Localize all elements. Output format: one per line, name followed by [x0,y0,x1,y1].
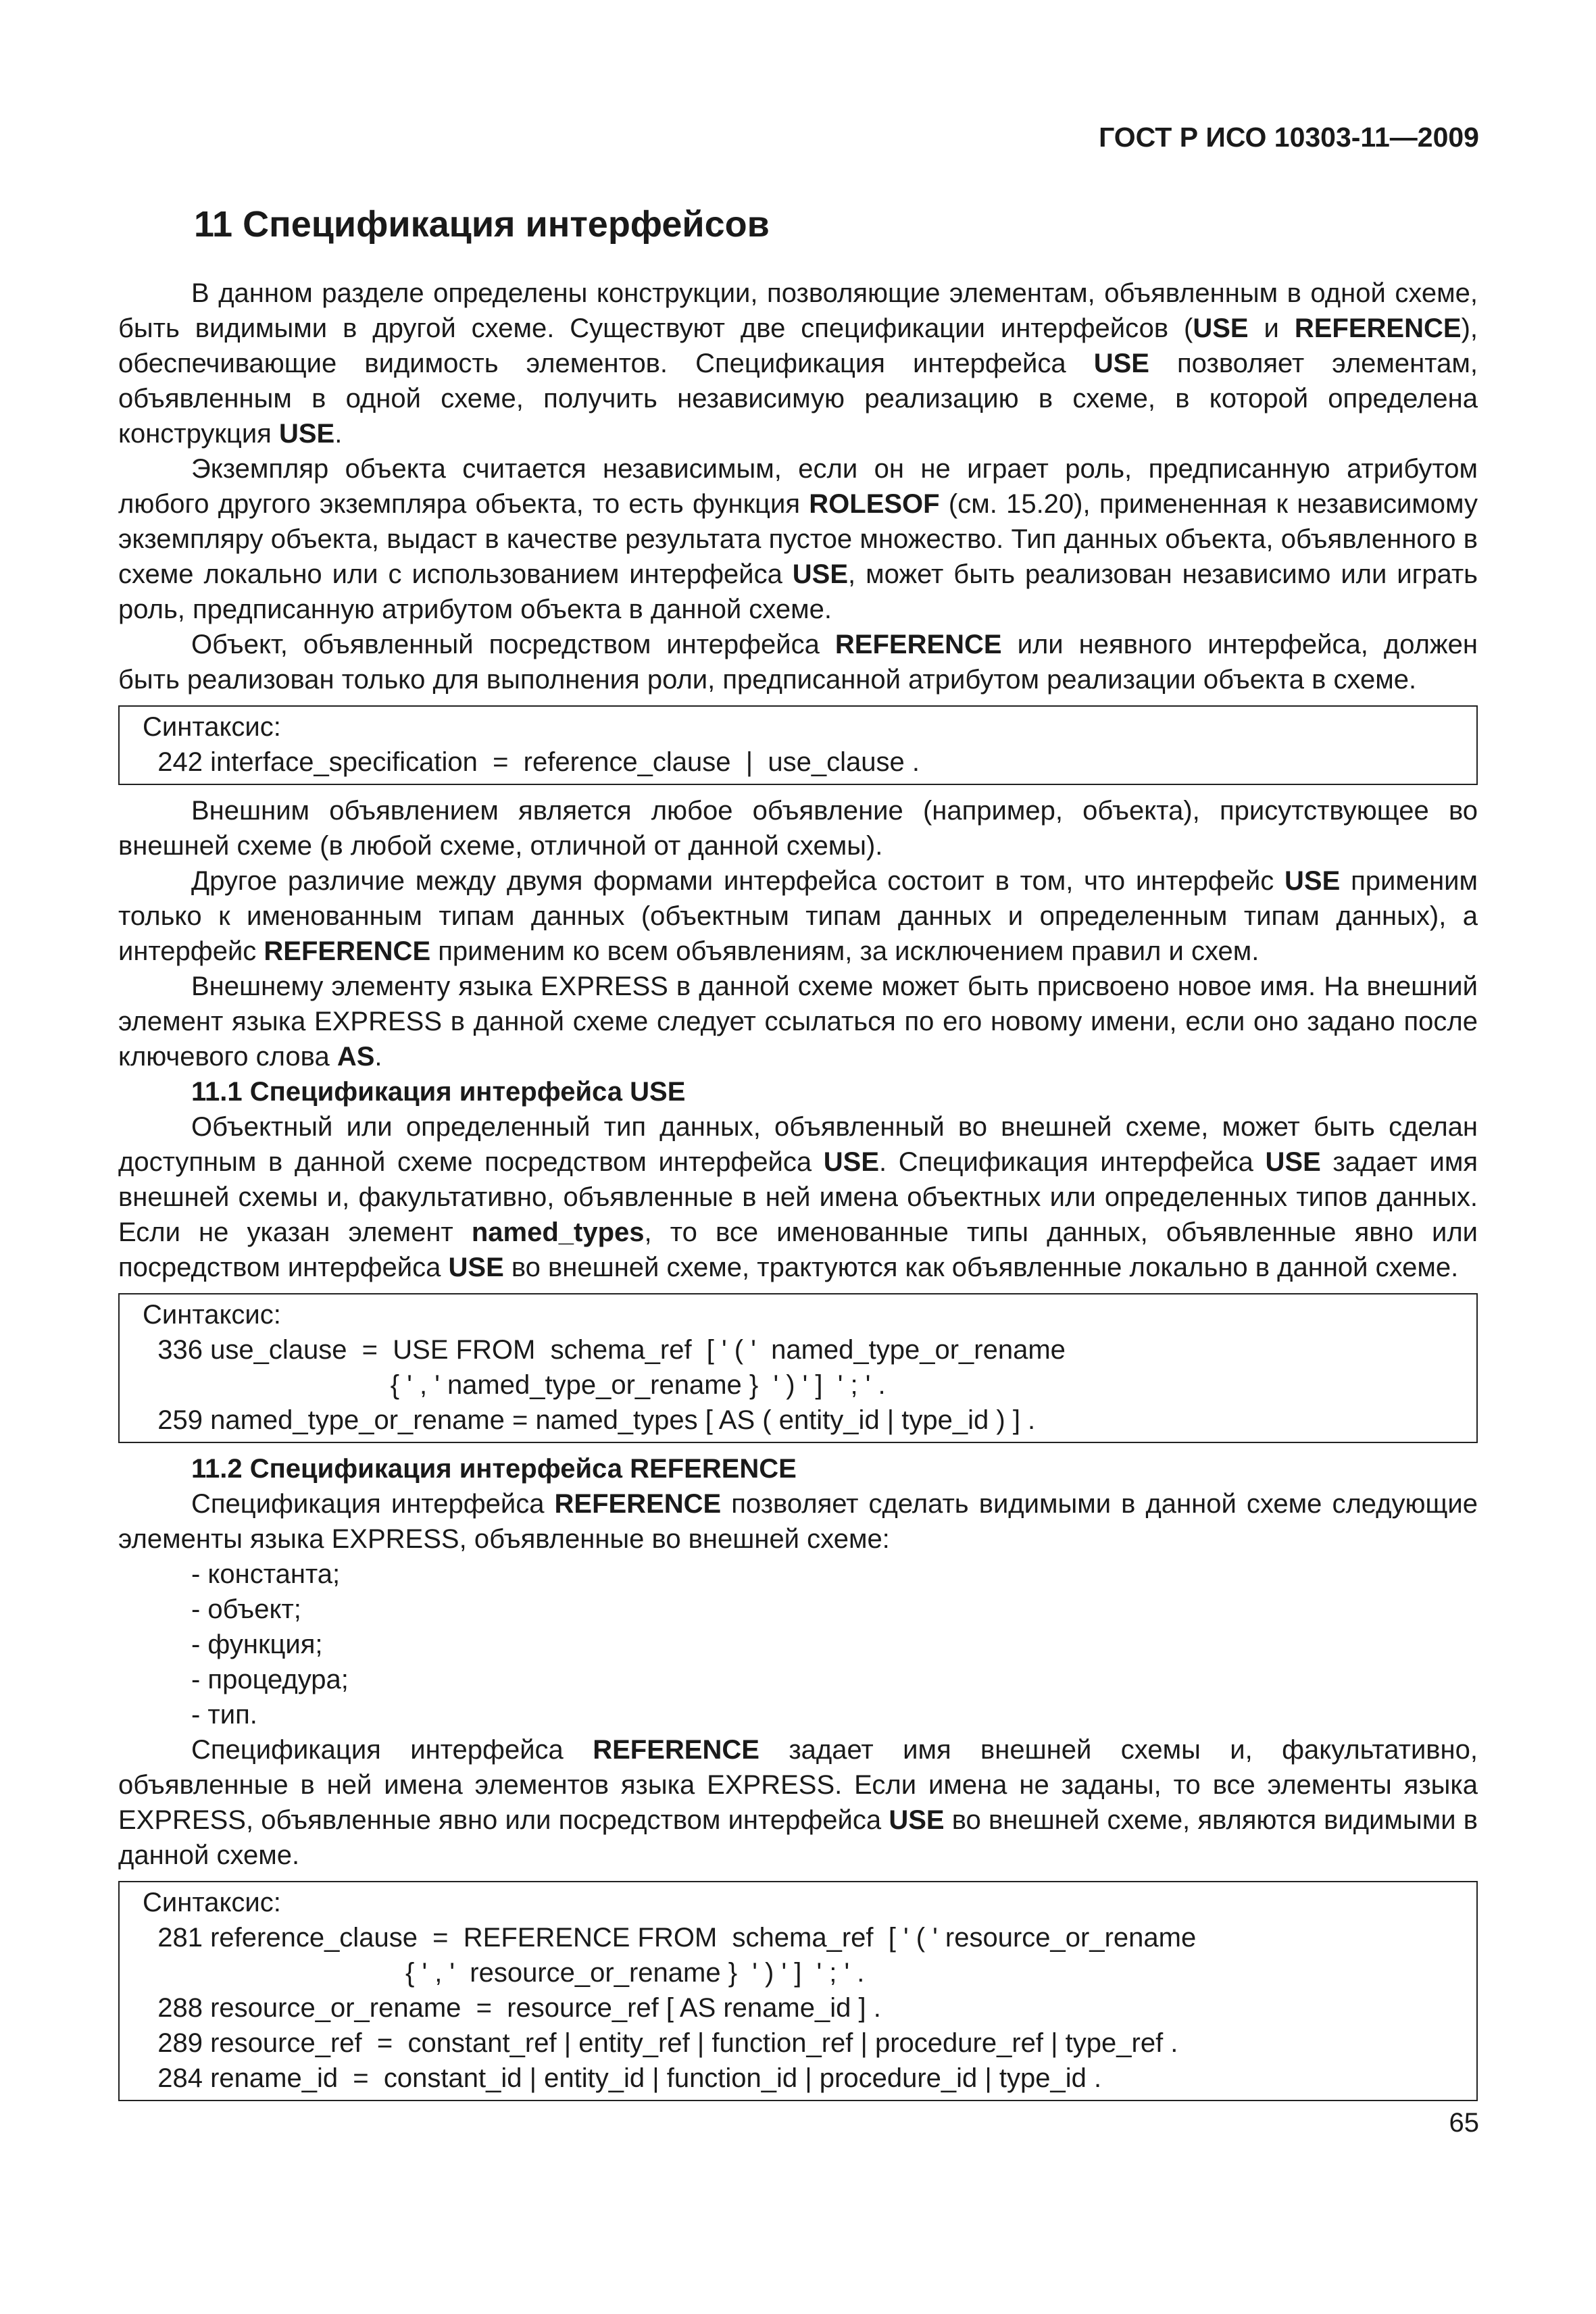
text-run: во внешней схеме, являются видимыми в данной схеме. [118,1805,1478,1870]
bold-term: USE [448,1253,504,1282]
text-run: Спецификация интерфейса [191,1489,555,1519]
text-run: (см. 15.20), примененная к независимому экземпляру объекта, выдаст в качестве результата пустое множество. Тип данных объекта, объявленного в схеме локально или с использованием интерфейса [118,489,1478,589]
bold-term: USE [823,1147,880,1177]
list-item: - константа; [191,1559,341,1589]
syntax-line: 284 rename_id = constant_id | entity_id | function_id | procedure_id | type_id . [143,2063,1102,2093]
text-run: ), обеспечивающие видимость элементов. Спецификация интерфейса [118,313,1478,378]
text-run: Внешнему элементу языка EXPRESS в данной схеме может быть присвоено новое имя. На внешний элемент языка EXPRESS в данной схеме следует ссылаться по его новому имени, если оно задано после ключевого слова [118,972,1478,1072]
list-item: - тип. [191,1700,257,1730]
syntax-line: 289 resource_ref = constant_ref | entity_ref | function_ref | procedure_ref | type_ref . [143,2028,1178,2058]
bold-term: named_types [471,1217,645,1247]
bold-term: REFERENCE [554,1489,722,1519]
text-run: Внешним объявлением является любое объявление (например, объекта), присутствующее во внешней схеме (в любой схеме, отличной от данной схемы). [118,796,1478,861]
bold-term: ROLESOF [809,489,940,519]
bold-term: REFERENCE [1294,313,1462,343]
text-run: и [1248,313,1295,343]
text-run: . [334,419,343,449]
text-run: , может быть реализован независимо или играть роль, предписанную атрибутом объекта в данной схеме. [118,559,1478,624]
page-body [118,203,1478,2109]
bold-term: REFERENCE [834,630,1002,659]
bold-term: REFERENCE [593,1735,759,1765]
text-run: В данном разделе определены конструкции, позволяющие элементам, объявленным в одной схеме, быть видимыми в другой схеме. Существуют две спецификации интерфейсов ( [118,278,1478,343]
bold-term: USE [278,419,335,449]
subsection-title-use: 11.1 Спецификация интерфейса USE [191,1077,686,1107]
text-run: задает имя внешней схемы и, факультативно, объявленные в ней имена элементов языка EXPRESS. Если имена не заданы, то все элементы языка EXPRESS, объявленные явно или посредством интерфейса [118,1735,1478,1835]
text-run: применим только к именованным типам данных (объектным типам данных и определенным типам данных), а интерфейс [118,866,1478,966]
syntax-line: 288 resource_or_rename = resource_ref [ AS rename_id ] . [143,1993,881,2023]
syntax-line: 259 named_type_or_rename = named_types [ AS ( entity_id | type_id ) ] . [143,1405,1036,1435]
text-run: позволяет элементам, объявленным в одной схеме, получить независимую реализацию в схеме, в которой определена конструкция [118,349,1478,449]
bold-term: USE [1285,866,1341,896]
syntax-box-interface-specification [118,705,1478,785]
bold-term: USE [1193,313,1249,343]
text-run: Экземпляр объекта считается независимым, если он не играет роль, предписанную атрибутом любого другого экземпляра объекта, то есть функция [118,454,1478,519]
bold-term: USE [792,559,849,589]
bold-term: USE [1265,1147,1321,1177]
bold-term: AS [336,1042,375,1072]
bold-term: REFERENCE [264,936,431,966]
paragraph-3 [118,627,1478,697]
standard-header: ГОСТ Р ИСО 10303-11—2009 [1099,122,1479,153]
paragraph-2 [118,451,1478,627]
page-number: 65 [1449,2108,1479,2138]
syntax-box-use-clause [118,1293,1478,1443]
text-run: . Спецификация интерфейса [879,1147,1266,1177]
syntax-line: 336 use_clause = USE FROM schema_ref [ ' ( ' named_type_or_rename [143,1335,1066,1365]
text-run: Объект, объявленный посредством интерфейса [191,630,835,659]
text-run: во внешней схеме, трактуются как объявленные локально в данной схеме. [503,1253,1459,1282]
text-run: задает имя внешней схемы и, факультативно, объявленные в ней имена объектных или определенных типов данных. Если не указан элемент [118,1147,1478,1247]
paragraph-1 [118,276,1478,451]
list-item: - объект; [191,1594,301,1624]
list-item: - процедура; [191,1665,349,1694]
bold-term: USE [889,1805,945,1835]
section-title: 11 Спецификация интерфейсов [194,204,770,245]
element-list [118,1557,1478,1732]
syntax-line: { ' , ' resource_or_rename } ' ) ' ] ' ; ' . [143,1958,865,1988]
paragraph-8 [118,1486,1478,1557]
paragraph-4 [118,793,1478,863]
text-run: позволяет сделать видимыми в данной схеме следующие элементы языка EXPRESS, объявленные во внешней схеме: [118,1489,1478,1554]
syntax-label: Синтаксис: [143,712,281,742]
text-run: применим ко всем объявлениям, за исключением правил и схем. [430,936,1260,966]
text-run: или неявного интерфейса, должен быть реализован только для выполнения роли, предписанной атрибутом реализации объекта в схеме. [118,630,1478,695]
text-run: Объектный или определенный тип данных, объявленный во внешней схеме, может быть сделан доступным в данной схеме посредством интерфейса [118,1112,1478,1177]
paragraph-9 [118,1732,1478,1873]
text-run: , то все именованные типы данных, объявленные явно или посредством интерфейса [118,1217,1478,1282]
syntax-label: Синтаксис: [143,1888,281,1917]
text-run: Спецификация интерфейса [191,1735,593,1765]
syntax-box-reference-clause [118,1881,1478,2101]
subsection-title-reference: 11.2 Спецификация интерфейса REFERENCE [191,1454,797,1484]
paragraph-7 [118,1109,1478,1285]
syntax-line: 242 interface_specification = reference_clause | use_clause . [143,747,920,777]
list-item: - функция; [191,1630,323,1659]
paragraph-5 [118,863,1478,969]
text-run: . [374,1042,382,1072]
syntax-line: 281 reference_clause = REFERENCE FROM schema_ref [ ' ( ' resource_or_rename [143,1923,1197,1953]
syntax-line: { ' , ' named_type_or_rename } ' ) ' ] ' ; ' . [143,1370,886,1400]
text-run: Другое различие между двумя формами интерфейса состоит в том, что интерфейс [191,866,1285,896]
syntax-label: Синтаксис: [143,1300,281,1330]
bold-term: USE [1093,349,1149,378]
paragraph-6 [118,969,1478,1074]
